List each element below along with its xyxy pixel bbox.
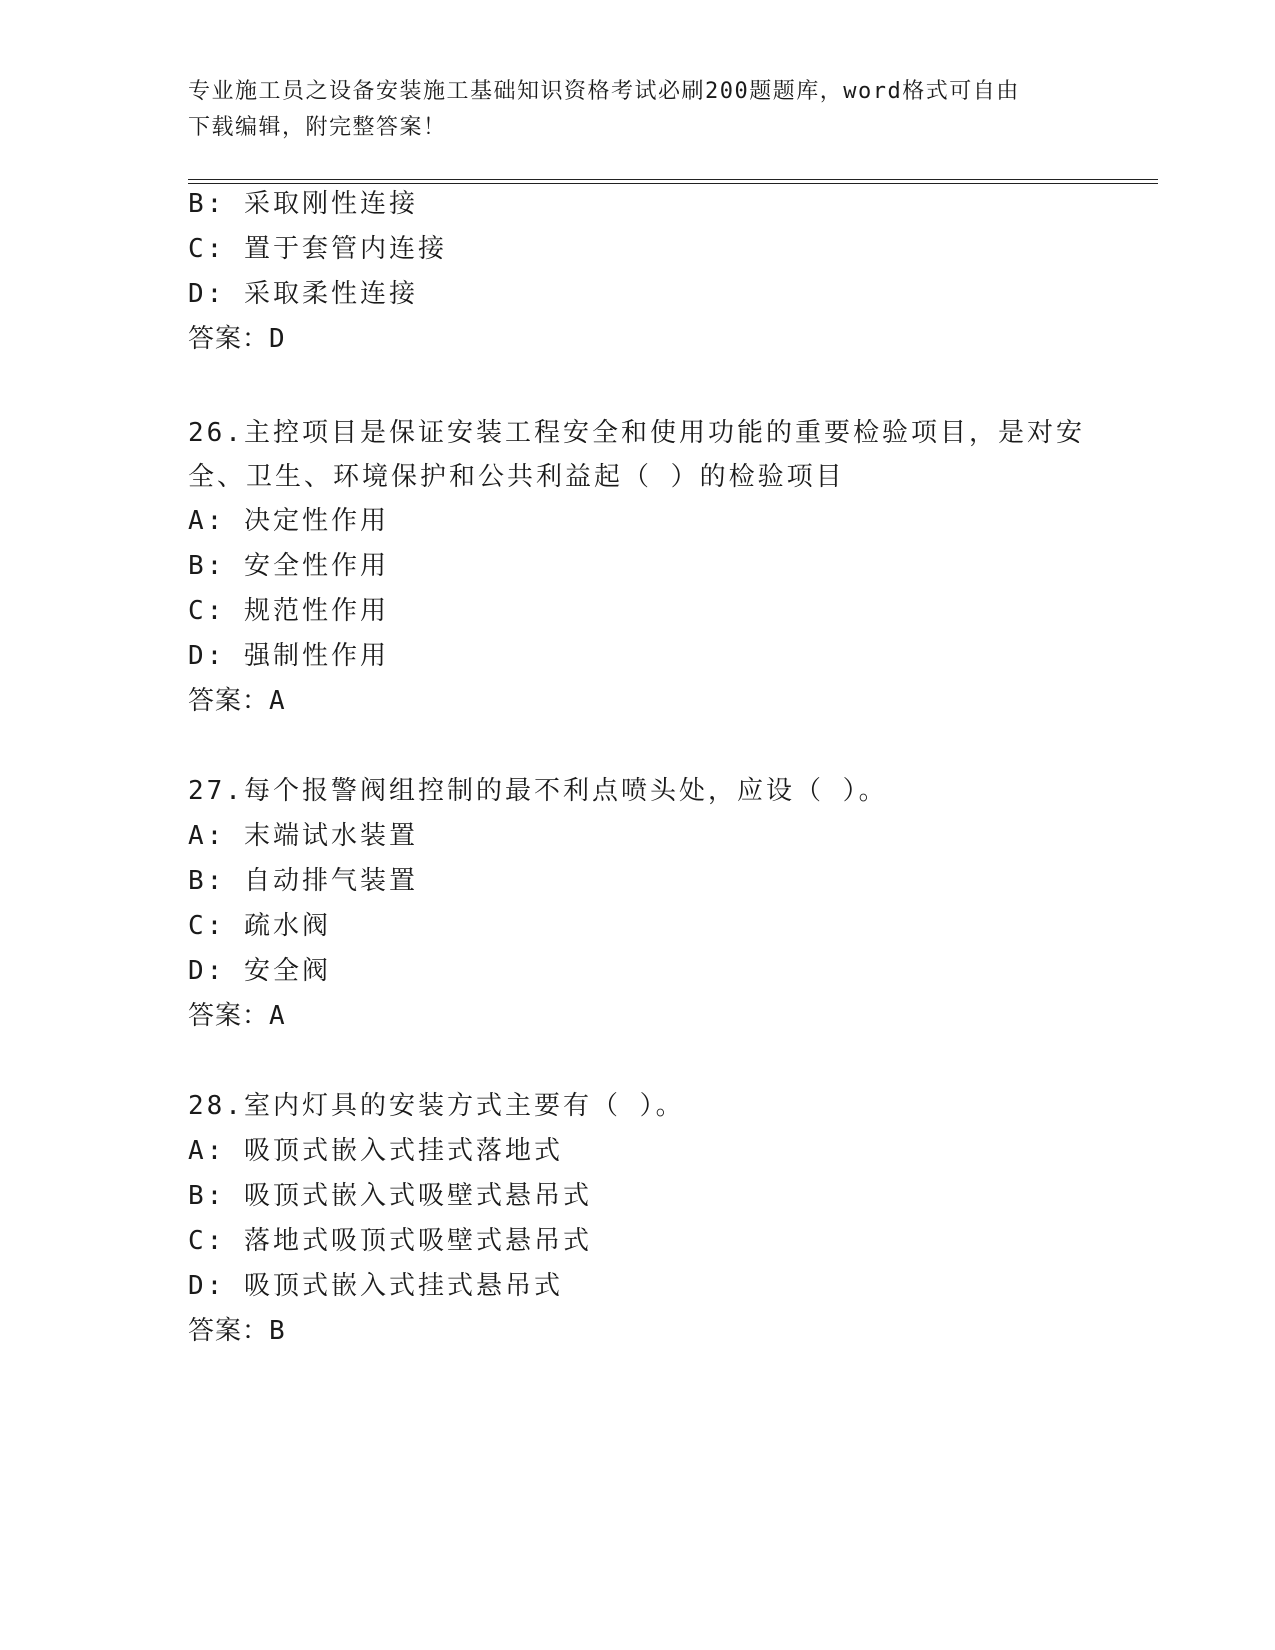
header-line-2: 下载编辑，附完整答案！ (188, 115, 447, 140)
q28-option-d: D: 吸顶式嵌入式挂式悬吊式 (188, 1271, 563, 1301)
header-divider-top (188, 179, 1158, 180)
header-line-1: 专业施工员之设备安装施工基础知识资格考试必刷200题题库，word格式可自由 (188, 79, 1020, 104)
q26-option-b: B: 安全性作用 (188, 551, 389, 581)
q25-option-d: D: 采取柔性连接 (188, 279, 418, 309)
q26-answer: 答案：A (188, 686, 286, 716)
q26-question-line-2: 全、卫生、环境保护和公共利益起（ ）的检验项目 (188, 462, 845, 492)
q27-option-a: A: 末端试水装置 (188, 821, 418, 851)
q28-option-c: C: 落地式吸顶式吸壁式悬吊式 (188, 1226, 592, 1256)
q27-question: 27.每个报警阀组控制的最不利点喷头处，应设（ ）。 (188, 776, 888, 806)
q26-option-d: D: 强制性作用 (188, 641, 389, 671)
q25-option-c: C: 置于套管内连接 (188, 234, 447, 264)
q25-answer: 答案：D (188, 324, 286, 354)
q28-answer: 答案：B (188, 1316, 286, 1346)
q27-answer: 答案：A (188, 1001, 286, 1031)
q28-option-b: B: 吸顶式嵌入式吸壁式悬吊式 (188, 1181, 592, 1211)
q28-question: 28.室内灯具的安装方式主要有（ ）。 (188, 1091, 685, 1121)
q26-question-line-1: 26.主控项目是保证安装工程安全和使用功能的重要检验项目，是对安 (188, 418, 1085, 448)
q26-option-a: A: 决定性作用 (188, 506, 389, 536)
q27-option-d: D: 安全阀 (188, 956, 331, 986)
q25-option-b: B: 采取刚性连接 (188, 189, 418, 219)
document-header (188, 74, 1088, 146)
q26-option-c: C: 规范性作用 (188, 596, 389, 626)
q27-option-c: C: 疏水阀 (188, 911, 331, 941)
q28-option-a: A: 吸顶式嵌入式挂式落地式 (188, 1136, 563, 1166)
q27-option-b: B: 自动排气装置 (188, 866, 418, 896)
header-divider-bottom (188, 183, 1158, 184)
